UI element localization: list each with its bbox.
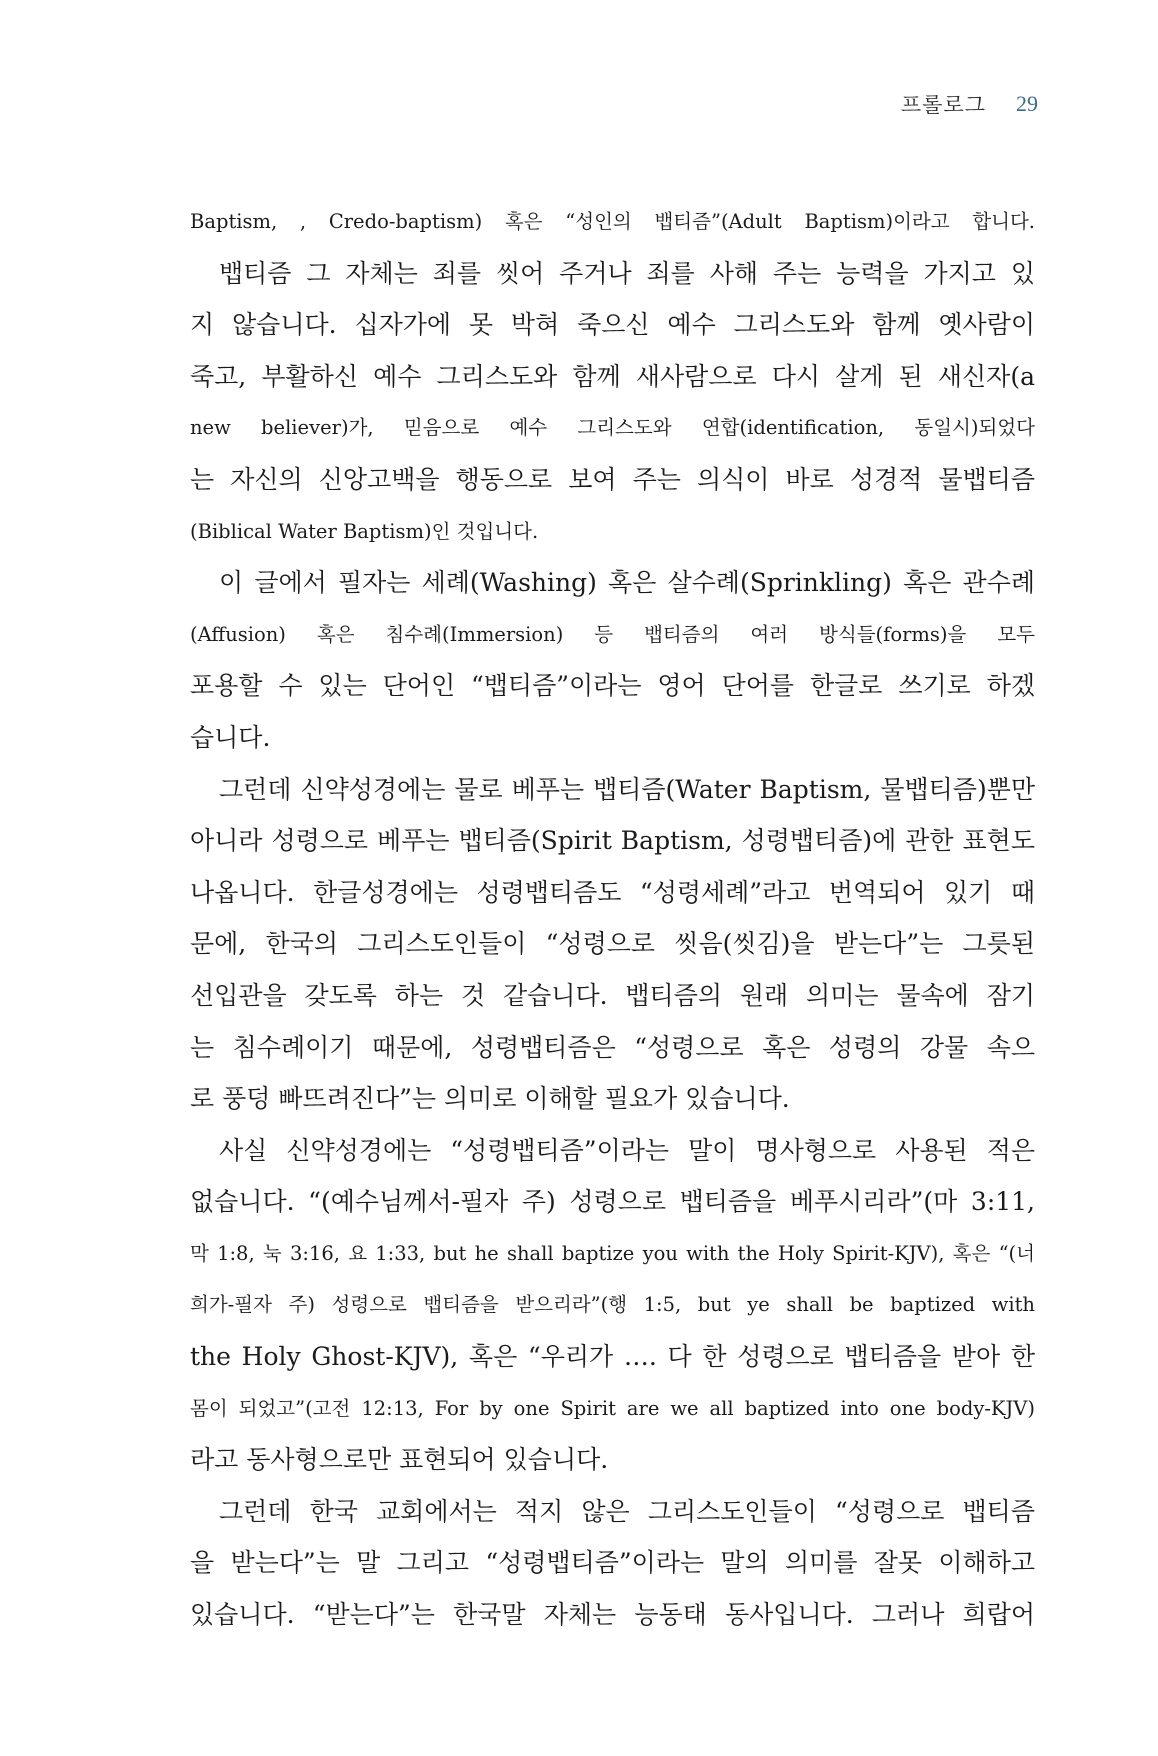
text-line: 그런데 한국 교회에서는 적지 않은 그리스도인들이 “성령으로 뱁티즘 <box>219 1496 1035 1526</box>
text-line: 을 받는다”는 말 그리고 “성령뱁티즘”이라는 말의 의미를 잘못 이해하고 <box>190 1548 1035 1578</box>
text-line: new believer)가, 믿음으로 예수 그리스도와 연합(identification, 동일시)되었다 <box>190 416 1035 440</box>
text-line: 이 글에서 필자는 세례(Washing) 혹은 살수례(Sprinkling) 혹은 관수례 <box>219 568 1035 598</box>
body-text <box>190 196 1035 1641</box>
chapter-title: 프롤로그 <box>900 93 986 117</box>
text-line: 희가-필자 주) 성령으로 뱁티즘을 받으리라”(행 1:5, but ye shall be baptized with <box>190 1293 1035 1317</box>
text-line: 죽고, 부활하신 예수 그리스도와 함께 새사람으로 다시 살게 된 새신자(a <box>190 361 1035 391</box>
text-line: 없습니다. “(예수님께서-필자 주) 성령으로 뱁티즘을 베푸시리라”(마 3:11, <box>190 1187 1035 1217</box>
text-line: 문에, 한국의 그리스도인들이 “성령으로 씻음(씻김)을 받는다”는 그릇된 <box>190 929 1035 959</box>
text-line: 습니다. <box>190 722 271 752</box>
text-line: Baptism, , Credo-baptism) 혹은 “성인의 뱁티즘”(Adult Baptism)이라고 합니다. <box>190 210 1035 233</box>
text-line: 지 않습니다. 십자가에 못 박혀 죽으신 예수 그리스도와 함께 옛사람이 <box>190 310 1035 340</box>
text-line: 나옵니다. 한글성경에는 성령뱁티즘도 “성령세례”라고 번역되어 있기 때 <box>190 877 1035 907</box>
text-line: (Biblical Water Baptism)인 것입니다. <box>190 519 539 543</box>
text-line: 그런데 신약성경에는 물로 베푸는 뱁티즘(Water Baptism, 물뱁티즘)뿐만 <box>219 774 1035 804</box>
text-line: 는 침수례이기 때문에, 성령뱁티즘은 “성령으로 혹은 성령의 강물 속으 <box>190 1032 1035 1062</box>
text-line: 뱁티즘 그 자체는 죄를 씻어 주거나 죄를 사해 주는 능력을 가지고 있 <box>219 258 1035 288</box>
text-line: 는 자신의 신앙고백을 행동으로 보여 주는 의식이 바로 성경적 물뱁티즘 <box>190 464 1035 494</box>
text-line: 로 풍덩 빠뜨려진다”는 의미로 이해할 필요가 있습니다. <box>190 1084 790 1114</box>
text-line: 몸이 되었고”(고전 12:13, For by one Spirit are we all baptized into one body-KJV) <box>190 1396 1035 1420</box>
text-line: 막 1:8, 눅 3:16, 요 1:33, but he shall baptize you with the Holy Spirit-KJV), 혹은 “(너 <box>190 1241 1035 1265</box>
text-line: 포용할 수 있는 단어인 “뱁티즘”이라는 영어 단어를 한글로 쓰기로 하겠 <box>190 671 1035 701</box>
page-number: 29 <box>1016 91 1038 116</box>
text-line: 선입관을 갖도록 하는 것 같습니다. 뱁티즘의 원래 의미는 물속에 잠기 <box>190 980 1035 1010</box>
text-line: (Affusion) 혹은 침수례(Immersion) 등 뱁티즘의 여러 방식들(forms)을 모두 <box>190 622 1035 646</box>
text-line: 라고 동사형으로만 표현되어 있습니다. <box>190 1445 609 1475</box>
text-line: 있습니다. “받는다”는 한국말 자체는 능동태 동사입니다. 그러나 희랍어 <box>190 1600 1035 1630</box>
running-header <box>901 86 1038 122</box>
text-line: the Holy Ghost-KJV), 혹은 “우리가 …. 다 한 성령으로 뱁티즘을 받아 한 <box>190 1342 1035 1372</box>
text-line: 아니라 성령으로 베푸는 뱁티즘(Spirit Baptism, 성령뱁티즘)에 관한 표현도 <box>190 826 1035 856</box>
text-line: 사실 신약성경에는 “성령뱁티즘”이라는 말이 명사형으로 사용된 적은 <box>219 1135 1035 1165</box>
